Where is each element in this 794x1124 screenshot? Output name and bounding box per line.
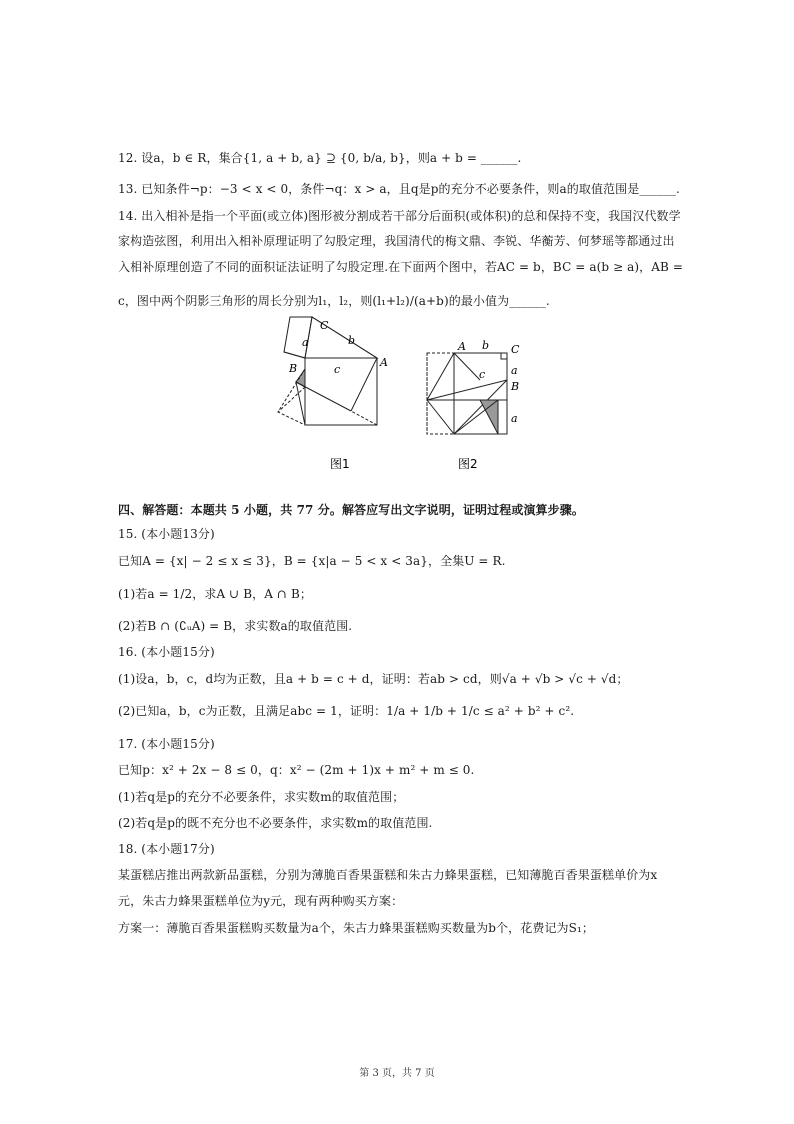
fig2-label-a-lower: a xyxy=(511,412,518,425)
figure-2-caption: 图2 xyxy=(458,457,478,471)
question-12: 12. 设a，b ∈ R，集合{1, a + b, a} ⊇ {0, b/a, b}，则a + b = ______. xyxy=(118,151,522,165)
question-14-line-3: 入相补原理创造了不同的面积证法证明了勾股定理.在下面两个图中，若AC = b，BC = a(b ≥ a)，AB = xyxy=(118,260,684,274)
question-18-title: 18. (本小题17分) xyxy=(118,842,215,856)
question-17-part-2: (2)若q是p的既不充分也不必要条件，求实数m的取值范围. xyxy=(118,816,433,830)
question-13: 13. 已知条件¬p：−3 < x < 0，条件¬q：x > a，且q是p的充分不必要条件，则a的取值范围是______. xyxy=(118,182,680,196)
question-14-figures xyxy=(268,316,538,476)
question-15-part-1: (1)若a = 1/2，求A ∪ B，A ∩ B； xyxy=(118,587,312,601)
pythagoras-figures xyxy=(268,316,538,476)
fig2-label-a-upper: a xyxy=(511,364,518,377)
question-14-line-2: 家构造弦图，利用出入相补原理证明了勾股定理，我国清代的梅文鼎、李锐、华蘅芳、何梦瑶等都通过出 xyxy=(118,234,675,248)
question-16-title: 16. (本小题15分) xyxy=(118,645,215,659)
question-15-part-2: (2)若B ∩ (∁ᵤA) = B，求实数a的取值范围. xyxy=(118,619,353,633)
question-14-line-4: c，图中两个阴影三角形的周长分别为l₁，l₂，则(l₁+l₂)/(a+b)的最小值为______. xyxy=(118,294,550,308)
question-16-part-2: (2)已知a，b，c为正数，且满足abc = 1，证明：1/a + 1/b + 1/c ≤ a² + b² + c². xyxy=(118,704,575,718)
question-17-given: 已知p：x² + 2x − 8 ≤ 0，q：x² − (2m + 1)x + m² + m ≤ 0. xyxy=(118,763,475,777)
fig2-label-b: b xyxy=(482,339,490,352)
figure-1-caption: 图1 xyxy=(330,457,350,471)
question-15-given: 已知A = {x| − 2 ≤ x ≤ 3}，B = {x|a − 5 < x < 3a}，全集U = R. xyxy=(118,554,506,568)
question-17-title: 17. (本小题15分) xyxy=(118,737,215,751)
question-15-title: 15. (本小题13分) xyxy=(118,527,215,541)
fig1-label-C: C xyxy=(320,319,329,332)
fig2-label-C: C xyxy=(511,343,520,356)
fig2-label-c: c xyxy=(479,368,486,381)
question-18-plan-1: 方案一：薄脆百香果蛋糕购买数量为a个，朱古力蜂果蛋糕购买数量为b个，花费记为S₁； xyxy=(118,921,594,935)
page-footer: 第 3 页，共 7 页 xyxy=(359,1068,435,1079)
figure-2 xyxy=(427,353,507,434)
question-14-line-1: 14. 出入相补是指一个平面(或立体)图形被分割成若干部分后面积(或体积)的总和保持不变，我国汉代数学 xyxy=(118,209,681,223)
fig1-label-c: c xyxy=(334,363,341,376)
question-16-part-1: (1)设a，b，c，d均为正数，且a + b = c + d，证明：若ab > cd，则√a + √b > √c + √d； xyxy=(118,672,629,686)
fig1-label-A: A xyxy=(380,356,388,369)
question-17-part-1: (1)若q是p的充分不必要条件，求实数m的取值范围； xyxy=(118,790,405,804)
fig2-label-A: A xyxy=(458,340,466,353)
question-18-line-1: 某蛋糕店推出两款新品蛋糕，分别为薄脆百香果蛋糕和朱古力蜂果蛋糕，已知薄脆百香果蛋糕单价为x xyxy=(118,868,658,882)
fig2-label-B: B xyxy=(511,380,520,393)
fig1-label-B: B xyxy=(289,362,298,375)
fig1-label-b: b xyxy=(348,334,356,347)
question-18-line-2: 元，朱古力蜂果蛋糕单位为y元，现有两种购买方案： xyxy=(118,894,404,908)
section-heading-answers: 四、解答题：本题共 5 小题，共 77 分。解答应写出文字说明，证明过程或演算步骤。 xyxy=(118,503,584,517)
fig1-label-a: a xyxy=(302,336,309,349)
